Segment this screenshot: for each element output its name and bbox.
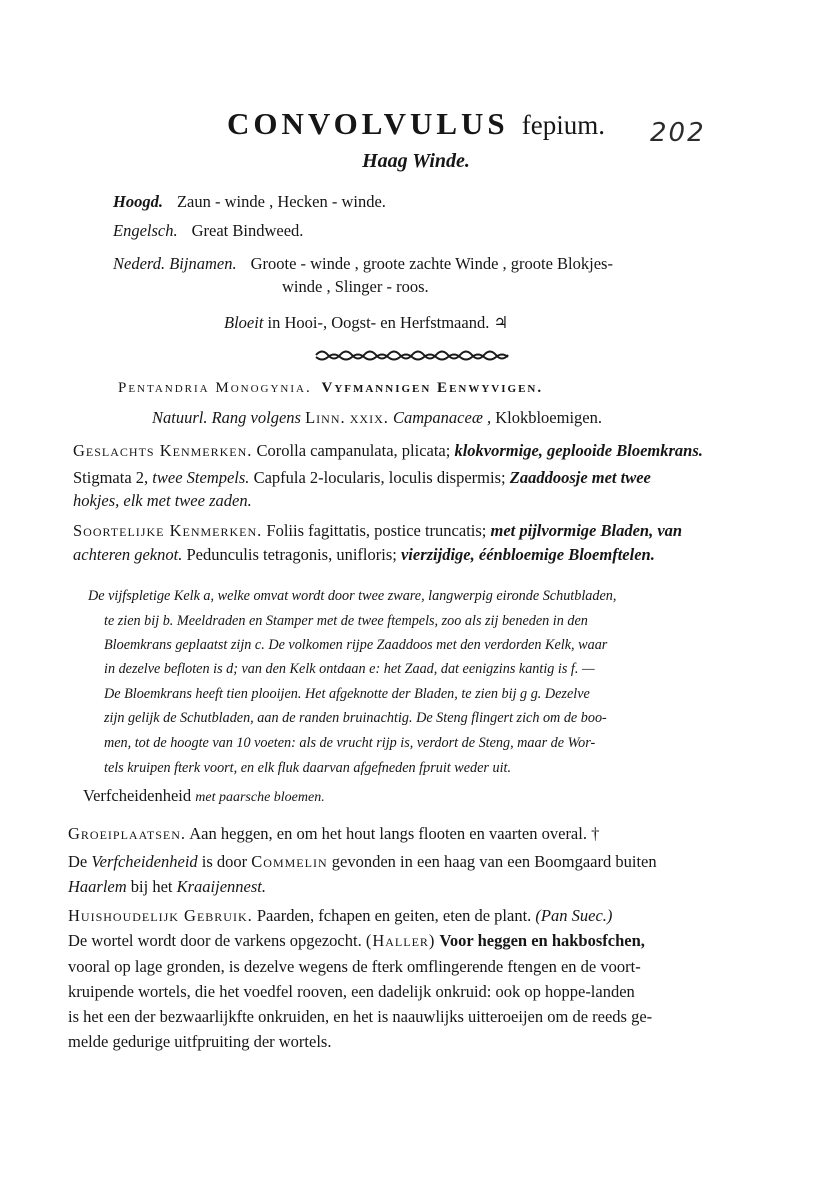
hoogd-label: Hoogd. [113, 192, 163, 211]
vindplaats-bij: bij het [130, 877, 173, 896]
ornament-divider [314, 348, 510, 362]
engelsch-label: Engelsch. [113, 221, 178, 240]
rank-label: Natuurl. Rang volgens [152, 408, 301, 427]
handwritten-page-number: 202 [650, 118, 706, 148]
soortelijke-it-2b: vierzijdige, éénbloemige Bloemftelen. [400, 545, 655, 564]
class-dutch: Vyfmannigen Eenwyvigen. [321, 380, 544, 396]
soortelijke-it-1: met pijlvormige Bladen, van [490, 521, 683, 540]
page-title [0, 106, 832, 142]
perennial-symbol: ♃ [493, 313, 509, 332]
hoogd-value: Zaun - winde , Hecken - winde. [176, 192, 386, 211]
variety-it: met paarsche bloemen. [195, 790, 325, 805]
huishoudelijk-ref-2: (Haller) [365, 931, 436, 950]
geslachts-line-1 [73, 441, 703, 461]
geslachts-line-3 [73, 491, 252, 511]
groeiplaatsen-text: Aan heggen, en om het hout langs flooten en vaarten overal. † [189, 824, 600, 843]
vindplaats-it: Verfcheidenheid [91, 852, 198, 871]
hoogd-line [113, 192, 386, 212]
huishoudelijk-text-1: Paarden, fchapen en geiten, eten de plant. [256, 906, 532, 925]
species-name: fepium. [521, 110, 605, 140]
huishoudelijk-label: Huishoudelijk Gebruik. [68, 906, 253, 925]
groeiplaatsen-line [68, 824, 599, 844]
huishoudelijk-line: is het een der bezwaarlijkfte onkruiden, en het is naauwlijks uitteroeijen om de reeds ge- [68, 1007, 653, 1026]
description-line: men, tot de hoogte van 10 voeten: als de vrucht rijp is, verdort de Steng, maar de Wor- [104, 735, 596, 751]
geslachts-it-3: hokjes, elk met twee zaden. [73, 491, 252, 510]
vindplaats-haarlem: Haarlem [68, 877, 127, 896]
geslachts-label: Geslachts Kenmerken. [73, 441, 253, 460]
description-line: tels kruipen fterk voort, en elk fluk daarvan afgefneden fpruit weder uit. [104, 760, 512, 776]
vindplaats-name: Commelin [251, 852, 328, 871]
geslachts-line-2 [73, 468, 651, 488]
soortelijke-label: Soortelijke Kenmerken. [73, 521, 263, 540]
description-line: zijn gelijk de Schutbladen, aan de randen bruinachtig. De Steng flingert zich om de boo- [104, 710, 607, 726]
vindplaats-c: gevonden in een haag van een Boomgaard buiten [331, 852, 657, 871]
engelsch-value: Great Bindweed. [191, 221, 304, 240]
nederd-label: Nederd. Bijnamen. [113, 254, 237, 273]
nederd-value-1: Groote - winde , groote zachte Winde , groote Blokjes- [250, 254, 613, 273]
huishoudelijk-line-2 [68, 931, 645, 951]
huishoudelijk-line: kruipende wortels, die het voedfel rooven, een dadelijk onkruid: ook op hoppe-landen [68, 982, 635, 1001]
huishoudelijk-line: vooral op lage gronden, is dezelve wegens de fterk omflingerende ftengen en de voort- [68, 957, 641, 976]
nederd-value-2: winde , Slinger - roos. [282, 277, 429, 296]
engelsch-line [113, 221, 303, 241]
bloei-value: in Hooi-, Oogst- en Herfstmaand. [267, 313, 490, 332]
huishoudelijk-line: melde gedurige uitfpruiting der wortels. [68, 1032, 332, 1051]
description-line: De Bloemkrans heeft tien plooijen. Het afgeknotte der Bladen, te zien bij g g. Dezelve [104, 686, 590, 702]
geslachts-it-1: klokvormige, geplooide Bloemkrans. [454, 441, 703, 460]
bloei-label: Bloeit [224, 313, 264, 332]
geslachts-text-2b: Capfula 2-locularis, loculis dispermis; [253, 468, 506, 487]
description-line: Bloemkrans geplaatst zijn c. De volkomen rijpe Zaaddoos met den verdorden Kelk, waar [104, 637, 608, 653]
geslachts-text-1: Corolla campanulata, plicata; [256, 441, 451, 460]
rank-dutch: Klokbloemigen. [495, 408, 602, 427]
nederd-line-2 [282, 277, 429, 297]
bloei-line [224, 313, 508, 333]
soortelijke-line-1 [73, 521, 682, 541]
common-name: Haag Winde. [362, 150, 470, 172]
soortelijke-it-2a: achteren geknot. [73, 545, 183, 564]
groeiplaatsen-label: Groeiplaatsen. [68, 824, 187, 843]
soortelijke-line-2 [73, 545, 655, 565]
rank-family: Campanaceæ , [393, 408, 492, 427]
vindplaats-b: is door [201, 852, 248, 871]
description-line: in dezelve befloten is d; van den Kelk ontdaan e: het Zaad, dat eenigzins kantig is f. — [104, 661, 595, 677]
rank-linn: Linn. [305, 408, 346, 427]
vindplaats-a: De [68, 852, 88, 871]
vindplaats-kraaijennest: Kraaijennest. [176, 877, 266, 896]
huishoudelijk-text-2a: De wortel wordt door de varkens opgezocht. [68, 931, 362, 950]
class-latin: Pentandria Monogynia. [118, 380, 312, 396]
classification-line-2 [152, 408, 602, 428]
vindplaats-line-2 [68, 877, 266, 897]
classification-line-1 [118, 380, 543, 397]
description-line: te zien bij b. Meeldraden en Stamper met de twee ftempels, zoo als zij beneden in den [104, 613, 588, 629]
rank-number: xxix. [349, 408, 389, 427]
soortelijke-text-1: Foliis fagittatis, postice truncatis; [266, 521, 487, 540]
geslachts-it-2a: twee Stempels. [152, 468, 250, 487]
huishoudelijk-line-1 [68, 906, 612, 926]
variety-line [83, 786, 325, 806]
geslachts-text-2a: Stigmata 2, [73, 468, 149, 487]
huishoudelijk-text-2b: Voor heggen en hakbosfchen, [439, 931, 645, 950]
genus-name: CONVOLVULUS [226, 106, 509, 141]
variety-text: Verfcheidenheid [83, 786, 192, 805]
description-line: De vijfspletige Kelk a, welke omvat wordt door twee zware, langwerpig eironde Schutbladen, [88, 588, 617, 604]
vindplaats-line-1 [68, 852, 657, 872]
geslachts-it-2b: Zaaddoosje met twee [509, 468, 651, 487]
soortelijke-text-2: Pedunculis tetragonis, unifloris; [186, 545, 397, 564]
nederd-line [113, 254, 613, 274]
huishoudelijk-ref-1: (Pan Suec.) [535, 906, 613, 925]
